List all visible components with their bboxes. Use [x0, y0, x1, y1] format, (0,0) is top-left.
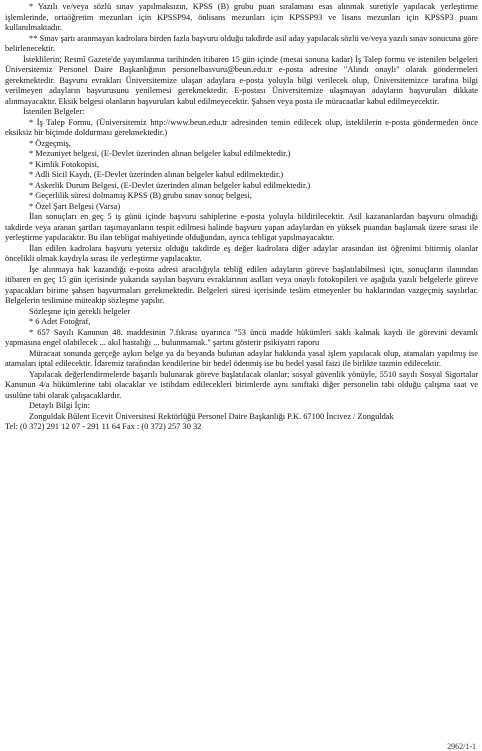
- contact-heading: Detaylı Bilgi İçin:: [29, 401, 90, 410]
- social-security-note: Yapılacak değerlendirmelerde başarılı bulunarak göreve başlatılacak olanlar; sosyal güvenlik yönüyle, 5510 sayılı Sosyal Sigortalar Kanunun 4/a hükümlerine tabi olacaklar ve istihdam edilecekleri birimlerde aynı sınıftaki diğer personelin tabi olduğu çalışma saat ve usulüne tabi olarak çalışacaklardır.: [5, 369, 478, 400]
- contact-address: Zonguldak Bülent Ecevit Üniversitesi Rektörlüğü Personel Daire Başkanlığı P.K. 67100 İncivez / Zonguldak: [29, 411, 394, 421]
- document-item: * Mezuniyet belgesi, (E-Devlet üzerinden alınan belgeler kabul edilmektedir.): [29, 149, 291, 158]
- required-documents-list: [5, 118, 478, 213]
- contract-photo-item: * 6 Adet Fotoğraf,: [29, 317, 91, 326]
- kpss-score-note: * Yazılı ve/veya sözlü sınav yapılmaksızın, KPSS (B) grubu puan sıralaması esas alınmak suretiyle yapılacak yerleştirme işlemlerinde, ortaöğretim mezunları için KPSSP94, önlisans mezunları için KPSSP93 ve lisans mezunları için KPSSP3 puanı kullanılmaktadır.: [5, 2, 478, 32]
- document-item: * İş Talep Formu, (Üniversitemiz http://www.beun.edu.tr adresinden temin edilecek olup, isteklilerin e-posta göndermeden önce eksiksiz bir biçimde doldurması gerekmektedir.): [5, 117, 478, 137]
- contract-psychiatry-item: * 657 Sayılı Kanunun 48. maddesinin 7.fıkrası uyarınca "53 üncü madde hükümleri saklı kalmak kaydı ile görevini devamlı yapmasına engel olabilecek ... akıl hastalığı ... bulunmamak." şartını gösterir psikiyatri raporu: [5, 327, 478, 347]
- document-item: * Adli Sicil Kaydı, (E-Devlet üzerinden alınan belgeler kabul edilmektedir.): [29, 170, 284, 179]
- contact-phone: Tel: (0 372) 291 12 07 - 291 11 64 Fax : (0 372) 257 30 32: [5, 422, 202, 431]
- document-item: * Özgeçmiş,: [29, 138, 71, 148]
- announcement-reference: 2962/1-1: [447, 742, 476, 751]
- document-item: * Özel Şart Belgesi (Varsa): [29, 201, 121, 211]
- document-item: * Askerlik Durum Belgesi, (E-Devlet üzerinden alınan belgeler kabul edilmektedir.): [29, 180, 311, 190]
- document-item: * Kimlik Fotokopisi,: [29, 159, 100, 169]
- results-notification: İlan sonuçları en geç 5 iş günü içinde başvuru sahiplerine e-posta yoluyla bildirilecektir. Asil kazananlardan başvuru olmadığı takdirde veya aranan şartları taşımayanların tespit edilmesi halinde başvuru yapan adaylardan en yüksek puandan başlamak üzere sırası ile yerleştirme yapılacaktır. Bu ilan tebligat mahiyetinde olduğundan, ayrıca tebligat yapılmayacaktır.: [5, 212, 478, 242]
- oral-exam-note: ** Sınav şartı aranmayan kadrolara birden fazla başvuru olduğu takdirde asil aday yapılacak sözlü ve/veya yazılı sınav sonucuna göre belirlenecektir.: [5, 33, 478, 53]
- document-item: * Geçerlilik süresi dolmamış KPSS (B) grubu sınav sonuç belgesi,: [29, 191, 252, 200]
- required-documents-heading: İstenilen Belgeler:: [23, 107, 85, 116]
- false-statement-warning: Müracaat sonunda gerçeğe aykırı belge ya da beyanda bulunan adaylar hakkında yasal işlem yapılacak olup, atamaları yapılmış ise atamaları iptal edilecektir. İdaremiz tarafından kendilerine bir bedel ödenmiş ise bu bedel yasal faizi ile birlikte tazmin edilecektir.: [5, 348, 478, 368]
- contract-documents-heading: Sözleşme için gerekli belgeler: [29, 306, 131, 316]
- insufficient-applications-note: İlan edilen kadrolara başvuru yetersiz olduğu takdirde eş değer kadrolara diğer adaylar arasından üst öğrenimi bitirmiş olanlar öncelikli olmak kaydıyla sırası ile yerleştirme yapılacaktır.: [5, 243, 478, 263]
- application-instructions: İsteklilerin; Resmî Gazete'de yayımlanma tarihinden itibaren 15 gün içinde (mesai sonuna kadar) İş Talep formu ve istenilen belgeleri Üniversitemiz Personel Daire Başkanlığının personelbasvuru@beun.edu.tr e-posta adresine "Alındı onaylı" olarak göndermeleri gerekmektedir. Başvuru evrakları Üniversitemize ulaşan adaylara e-posta yoluyla bilgi verilecek olup, Üniversitemizce tarafına bilgi verilmeyen adayların başvurusunu yenilemesi gerekmektedir. E-postası Üniversitemize ulaşmayan adayların başvuruları dikkate alınmayacaktır. Eksik belgesi olanların başvuruları kabul edilmeyecektir. Şahsen veya posta ile müracaatlar kabul edilmeyecektir.: [5, 54, 478, 106]
- onboarding-instructions: İşe alınmaya hak kazandığı e-posta adresi aracılığıyla tebliğ edilen adayların göreve başlatılabilmesi için, sonuçların ilanından itibaren en geç 15 gün içerisinde yukarıda sayılan başvuru evraklarının asılları veya onaylı fotokopileri ve aşağıda yazılı belgelerle göreve yapacakları birime şahsen başvurmaları gerekmektedir. Belgeleri süresi içerisinde teslim etmeyenler bu haklarından vazgeçmiş sayılırlar. Belgelerin teslimine müteakip sözleşme yapılır.: [5, 264, 478, 305]
